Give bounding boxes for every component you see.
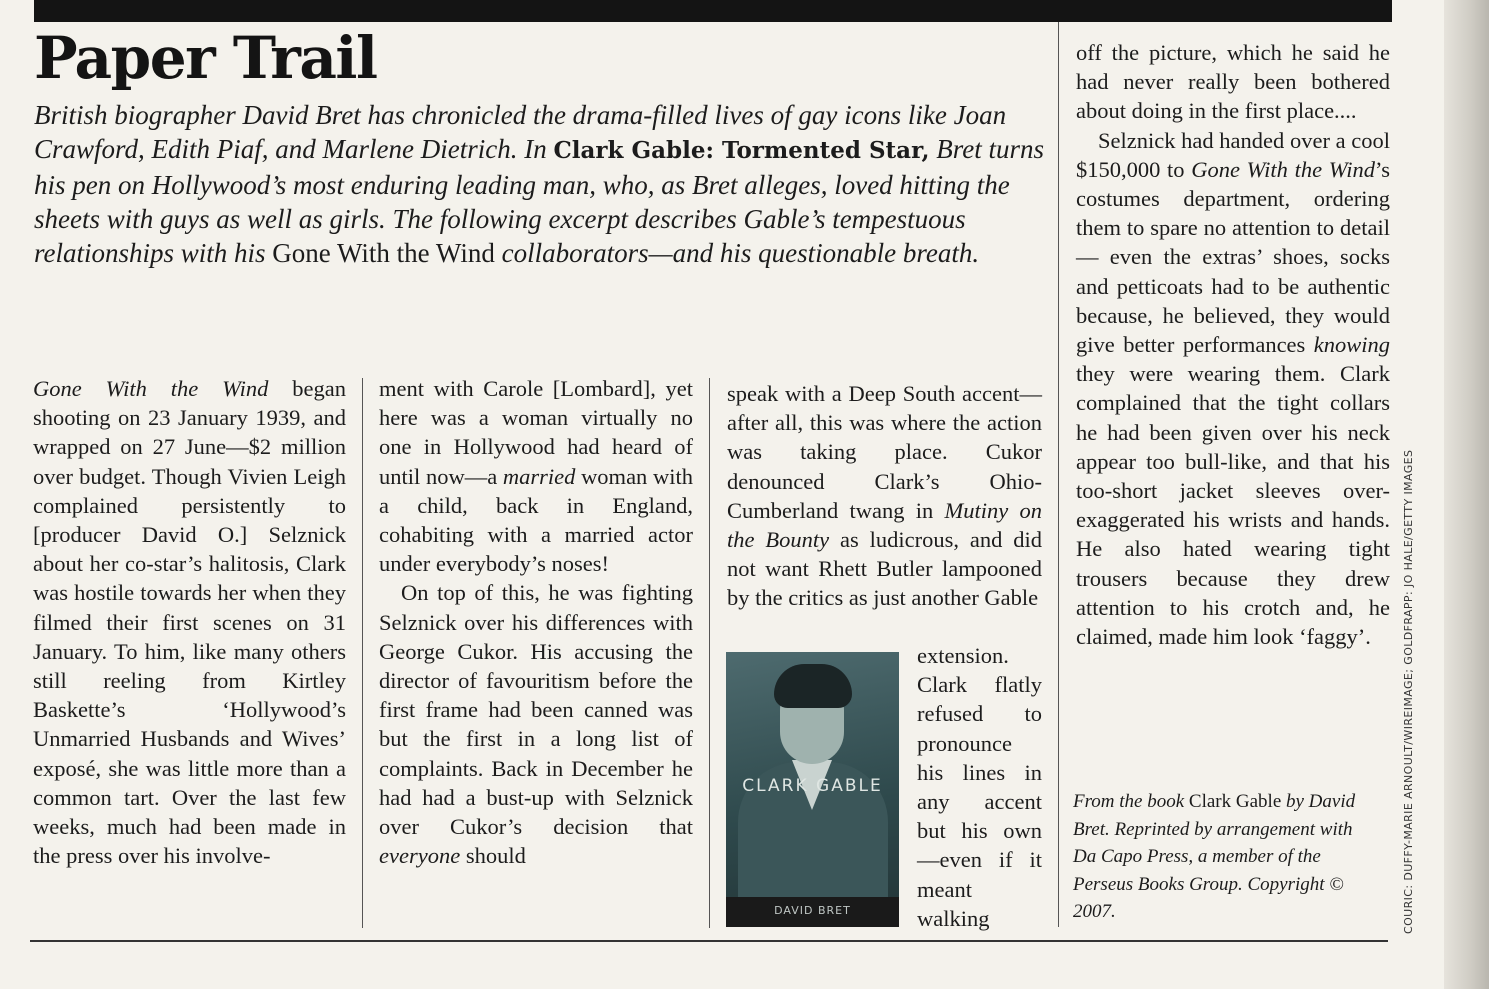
column-2 xyxy=(379,374,693,870)
article-title: Paper Trail xyxy=(34,24,377,92)
col1-film-title: Gone With the Wind xyxy=(33,376,269,401)
col4-p2-end: they were wearing them. Clark complained that the tight collars he had been given over his neck appear too bull-like, and that his too-short jacket sleeves over-exaggerated his wrists and hands. He also hated wearing tight trousers because they drew attention to his crotch and, he claimed, made him look ‘faggy’. xyxy=(1076,361,1390,650)
deck-ending: collaborators—and his questionable breath. xyxy=(494,238,980,268)
article-deck xyxy=(34,98,1064,270)
col2-p2-start: On top of this, he was fighting Selznick over his differences with George Cukor. His accusing the director of favouritism before the first frame had been canned was but the first in a long list of complaints. Back in December he had had a bust-up with Selznick over Cukor’s decision that xyxy=(379,580,693,840)
col3-wrap-text: extension. Clark flatly refused to pronounce his lines in any accent but his own—even if it meant walking xyxy=(917,643,1042,931)
top-bar xyxy=(34,0,1392,22)
col1-text: began shooting on 23 January 1939, and wrapped on 27 June—$2 million over budget. Though Vivien Leigh complained persistently to [producer David O.] Selznick about her co-star’s halitosis, Clark was hostile towards her when they filmed their first scenes on 31 January. To him, like many others still reeling from Kirtley Baskette’s ‘Hollywood’s Unmarried Husbands and Wives’ exposé, she was little more than a common tart. Over the last few weeks, much had been made in the press over his involve- xyxy=(33,376,346,869)
col3-film-title: Mutiny on the Bounty xyxy=(727,497,1042,553)
col4-p2-mid: ’s costumes department, ordering them to spare no attention to detail — even the extras’ shoes, socks and petticoats had to be authentic because, he believed, they would give better performances xyxy=(1076,156,1390,358)
col2-p1-married: married xyxy=(502,463,576,489)
cover-author: DAVID BRET xyxy=(774,904,851,917)
deck-middle: Bret turns his pen on Hollywood’s most enduring leading man, who, as Bret alleges, loved hitting the sheets with guys as well as girls. The following excerpt describes Gable’s tempestuous relationships with his xyxy=(34,134,1045,268)
col4-p1: off the picture, which he said he had never really been bothered about doing in the first place.... xyxy=(1076,40,1390,124)
col2-p2-everyone: everyone xyxy=(379,843,461,869)
cover-hair xyxy=(774,664,852,708)
col3-end: as ludicrous, and did not want Rhett Butler lampooned by the critics as just another Gable xyxy=(727,527,1042,611)
col2-p2-end: should xyxy=(460,843,526,869)
book-cover-image xyxy=(726,652,899,927)
deck-intro: British biographer David Bret has chronicled the drama-filled lives of gay icons like Joan Crawford, Edith Piaf, and Marlene Dietrich. In xyxy=(34,100,1007,164)
column-1 xyxy=(33,374,346,870)
photo-credit: COURIC: DUFFY-MARIE ARNOULT/WIREIMAGE; GOLDFRAPP: JO HALE/GETTY IMAGES xyxy=(1402,449,1415,934)
column-divider xyxy=(362,378,363,928)
cover-title: CLARK GABLE xyxy=(742,776,883,796)
col3-start: speak with a Deep South accent—after all, this was where the action was taking place. Cukor denounced Clark’s Ohio-Cumberland twang in xyxy=(727,381,1042,523)
column-divider xyxy=(1058,22,1059,927)
col2-p1-start: ment with Carole [Lombard], yet here was a woman virtually no one in Hollywood had heard of until now—a xyxy=(379,376,693,489)
col4-p2-knowing: knowing xyxy=(1313,332,1390,358)
source-note-post: by David Bret. Reprinted by arrangement with Da Capo Press, a member of the Perseus Books Group. Copyright © 2007. xyxy=(1073,791,1356,922)
column-3 xyxy=(727,379,1042,613)
col4-p2-start: Selznick had handed over a cool $150,000 to xyxy=(1076,127,1390,182)
source-note-pre: From the book xyxy=(1073,791,1189,812)
column-divider xyxy=(709,378,710,928)
column-4 xyxy=(1076,38,1390,651)
column-3-wrap xyxy=(917,641,1042,933)
deck-film-title: Gone With the Wind xyxy=(272,238,495,268)
source-note-book: Clark Gable xyxy=(1188,791,1282,812)
col2-p1-end: woman with a child, back in England, cohabiting with a married actor under everybody’s noses! xyxy=(379,463,693,577)
page-edge xyxy=(1444,0,1489,989)
source-note xyxy=(1073,788,1373,926)
deck-book-title: Clark Gable: Tormented Star, xyxy=(553,137,930,164)
col4-p2-film: Gone With the Wind xyxy=(1191,156,1375,182)
bottom-rule xyxy=(30,940,1388,942)
